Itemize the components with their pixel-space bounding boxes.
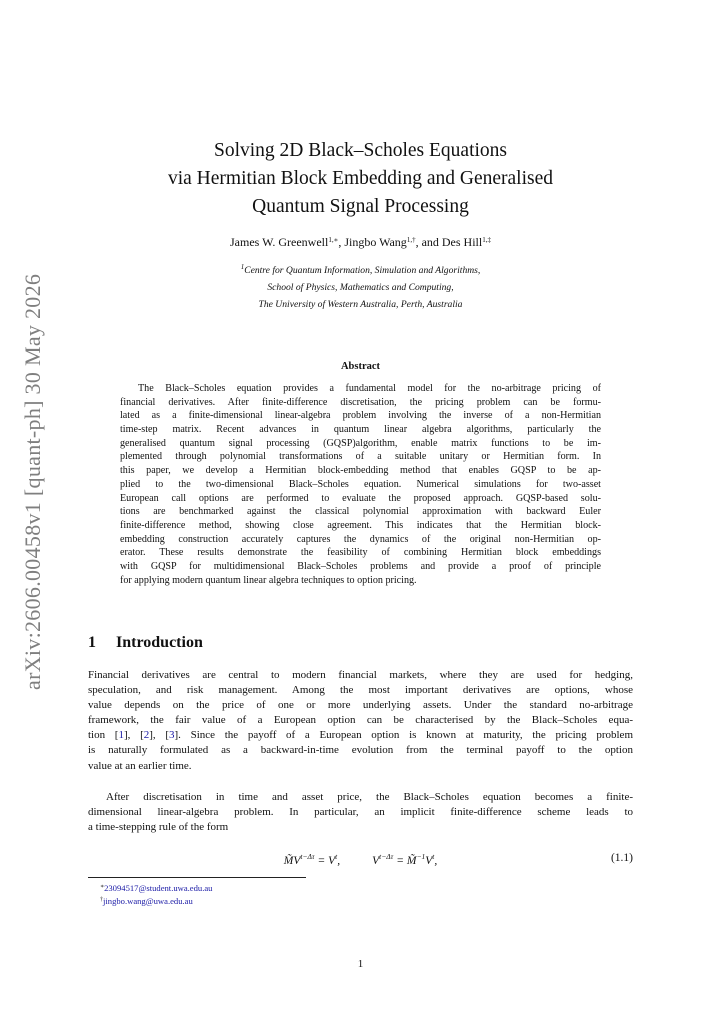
body-line: framework, the fair value of a European option can be characterised by the Black–Scholes equa- xyxy=(88,714,633,727)
affiliation-line-3: The University of Western Australia, Perth, Australia xyxy=(258,299,463,310)
section-number: 1 xyxy=(88,634,96,651)
affiliation-text-1: Centre for Quantum Information, Simulation and Algorithms, xyxy=(244,265,481,276)
affiliation-line-2: School of Physics, Mathematics and Computing, xyxy=(267,282,454,293)
citation-link-1[interactable]: 1 xyxy=(118,729,124,742)
citation-separator: ], [ xyxy=(149,729,169,742)
body-line: dimensional linear-algebra problem. In particular, an implicit finite-difference scheme leads to xyxy=(88,806,633,819)
abstract-line: this paper, we develop a Hermitian block-embedding method that enables GQSP to be ap- xyxy=(120,465,601,477)
citation-separator: ], [ xyxy=(123,729,144,742)
abstract-body xyxy=(120,382,601,587)
author-hill-sup: 1,‡ xyxy=(482,236,491,244)
abstract-line: lated as a finite-dimensional linear-algebra problem involving the inverse of a non-Hermitian xyxy=(120,410,601,422)
eq-part: V xyxy=(372,855,380,867)
footnote-rule xyxy=(88,877,306,878)
eq-part: V xyxy=(425,855,433,867)
abstract-line: time-step matrix. Recent advances in quantum linear algebra algorithms, particularly the xyxy=(120,424,601,436)
paper-title xyxy=(88,137,633,221)
equation-1-1 xyxy=(88,852,633,870)
body-line: After discretisation in time and asset price, the Black–Scholes equation becomes a finite- xyxy=(106,791,633,803)
eq-sup: t xyxy=(432,852,435,861)
title-line-2: via Hermitian Block Embedding and Generalised xyxy=(167,168,553,189)
abstract-line: plied to the two-dimensional Black–Scholes equation. Numerical simulations for two-asset xyxy=(120,478,601,490)
abstract-line: finite-difference method, showing close agreement. This indicates that the Hermitian block- xyxy=(120,519,601,531)
body-line: is naturally formulated as a backward-in-time evolution from the terminal payoff to the option xyxy=(88,744,633,757)
eq-part: = M̃ xyxy=(393,855,417,867)
affiliation-sup: 1 xyxy=(240,263,245,271)
title-line-1: Solving 2D Black–Scholes Equations xyxy=(213,140,508,161)
citation-prefix: tion [ xyxy=(88,729,119,742)
abstract-line: embedding construction accurately captures the dynamics of the original non-Hermitian op- xyxy=(120,533,601,545)
body-line: a time-stepping rule of the form xyxy=(88,821,229,834)
footnote-mark: ∗ xyxy=(100,884,105,890)
abstract-line: The Black–Scholes equation provides a fundamental model for the no-arbitrage pricing of xyxy=(138,383,601,394)
arxiv-identifier xyxy=(20,0,48,1019)
footnote-2 xyxy=(100,895,212,908)
eq-part: , xyxy=(434,855,438,867)
body-line: value depends on the price of one or more underlying assets. Under the standard no-arbitrage xyxy=(88,699,633,712)
arxiv-identifier-text: arXiv:2606.00458v1 [quant-ph] 30 May 2026 xyxy=(20,273,45,690)
eq-part: , xyxy=(337,855,341,867)
email-link-greenwell[interactable]: 23094517@student.uwa.edu.au xyxy=(104,883,213,893)
footnote-mark: † xyxy=(100,896,103,903)
author-greenwell: James W. Greenwell xyxy=(230,235,329,249)
eq-sup: −1 xyxy=(416,852,426,861)
email-link-wang[interactable]: jingbo.wang@uwa.edu.au xyxy=(103,895,193,906)
title-line-3: Quantum Signal Processing xyxy=(252,196,469,217)
citation-link-2[interactable]: 2 xyxy=(143,729,150,742)
author-list xyxy=(88,235,633,250)
abstract-line: plemented through polynomial transformations of a suitable unitary or Hermitian form. In xyxy=(120,451,601,463)
author-hill: Des Hill xyxy=(441,235,483,249)
body-line-with-citations xyxy=(88,728,633,743)
body-line: value at an earlier time. xyxy=(88,759,192,772)
equation-number: (1.1) xyxy=(610,852,633,864)
citation-suffix: ]. Since the payoff of a European option is known at maturity, the pricing problem xyxy=(174,729,633,742)
eq-part: M̃V xyxy=(283,855,301,867)
author-separator: , and xyxy=(415,235,442,249)
affiliation-line-1 xyxy=(88,262,633,279)
abstract-line: European call options are performed to evaluate the proposed approach. GQSP-based solu- xyxy=(120,492,601,504)
abstract-line: erator. These results demonstrate the feasibility of combining Hermitian block embeddings xyxy=(120,547,601,559)
citation-link-3[interactable]: 3 xyxy=(169,729,175,742)
eq-sup: t−Δτ xyxy=(300,852,315,861)
eq-sup: t xyxy=(335,852,338,861)
abstract-line: financial derivatives. After finite-difference discretisation, the pricing problem can be formu- xyxy=(120,396,601,408)
abstract-line: with GQSP for multidimensional Black–Scholes problems and provide a proof of principle xyxy=(120,560,601,572)
author-wang: Jingbo Wang xyxy=(344,235,407,249)
abstract-line: for applying modern quantum linear algebra techniques to option pricing. xyxy=(120,574,417,586)
abstract-heading: Abstract xyxy=(340,361,381,372)
eq-sup: t−Δτ xyxy=(379,852,394,861)
intro-paragraph-1 xyxy=(88,668,633,774)
section-heading-introduction xyxy=(88,634,203,652)
body-line: speculation, and risk management. Among the most important derivatives are options, whose xyxy=(88,684,633,697)
footnotes xyxy=(100,882,212,907)
affiliation xyxy=(88,262,633,313)
intro-paragraph-2 xyxy=(88,790,633,835)
body-line: Financial derivatives are central to modern financial markets, where they are used for hedging, xyxy=(88,669,633,681)
author-greenwell-sup: 1,∗ xyxy=(328,236,339,244)
section-title: Introduction xyxy=(116,634,203,651)
author-wang-sup: 1,† xyxy=(406,236,416,244)
abstract-line: generalised quantum signal processing (GQSP)algorithm, enable matrix functions to be im- xyxy=(120,437,601,449)
abstract-line: tions are benchmarked against the classical polynomial approximation with backward Euler xyxy=(120,506,601,518)
author-separator: , xyxy=(338,235,345,249)
equation-formula xyxy=(88,852,633,867)
page-number: 1 xyxy=(357,958,364,970)
eq-part: = V xyxy=(314,855,336,867)
footnote-1 xyxy=(100,882,212,895)
